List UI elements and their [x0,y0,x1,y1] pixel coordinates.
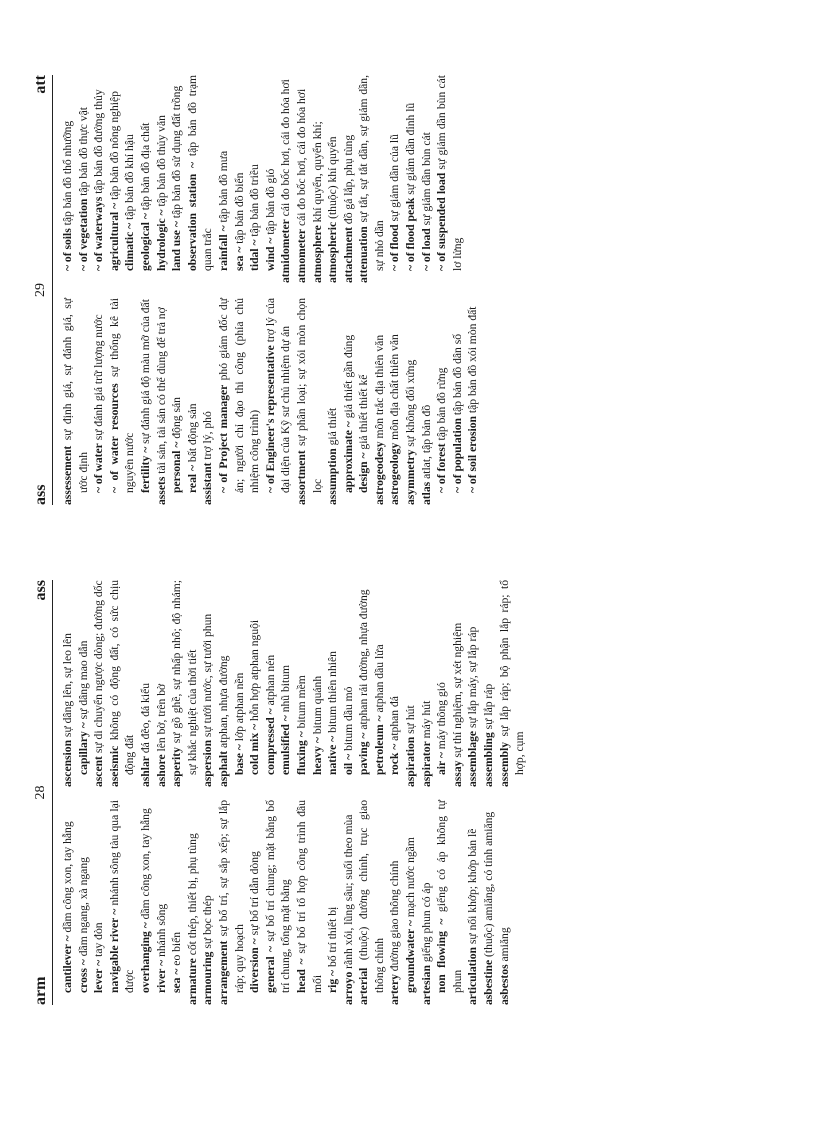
gloss: sự định giá, sự đánh giá, sự ước định [61,298,90,493]
dictionary-subentry [154,75,170,283]
gloss: atlat, tập bản đồ [419,404,433,479]
gloss: (thuộc) amiăng, có tính amiăng [482,811,496,957]
headword: assistant [201,462,215,505]
gloss: sự phân loại; sự xói mòn chọn lọc [294,297,324,493]
dictionary-subentry [325,580,341,787]
gloss: môn địa chất thiên văn [388,334,402,440]
dictionary-entry [403,298,419,505]
headword: sea ~ [170,968,184,993]
gloss: giả thiết gần đúng [341,334,355,419]
gloss: nhánh sông [154,903,168,957]
headword: ~ of load [419,228,433,271]
gloss: tập bản đồ trạm quan trắc [185,75,215,271]
gloss: tập bản đồ đường thủy [92,89,106,194]
gloss: sự giảm dần của lũ [388,134,402,222]
headword: astrogeodesy [372,441,386,505]
headword: observation station ~ [185,161,199,271]
dictionary-column [60,800,512,1005]
dictionary-entry [419,800,435,1005]
dictionary-subentry [216,75,232,283]
dictionary-subentry [169,298,185,505]
gloss: đá đẽo, đá kiểu [138,682,152,754]
dictionary-entry [216,580,232,787]
headword: overhanging ~ [138,922,152,993]
headword: articulation [466,947,480,1005]
gloss: không có động đất, có sức chịu động đất [107,580,137,775]
gloss: tập bản đồ thổ nhưỡng [61,120,74,226]
gloss: dầm ngang, xà ngang [76,857,90,957]
dictionary-subentry [450,298,466,505]
headword: approximate ~ [341,421,355,493]
dictionary-subentry [154,800,170,1005]
headword: ~ of water [92,443,106,493]
gloss: bitum dầu mỏ [341,686,355,751]
headword: native ~ [326,735,340,775]
page-number: 29 [33,283,48,297]
header-guide-word-first: ass [32,484,49,505]
gloss: sự đánh giá trữ lượng nước [92,314,106,441]
dictionary-entry [200,800,216,1005]
dictionary-entry [138,580,154,787]
gloss: sự đánh giá độ màu mỡ của đất [138,299,152,444]
dictionary-entry [356,800,387,1005]
headword: real ~ [185,464,199,493]
headword: assembling [482,732,496,787]
gloss: giếng phun có áp [419,882,433,963]
headword: rainfall ~ [216,225,230,271]
headword: compressed ~ [263,708,277,775]
dictionary-subentry [185,75,216,283]
headword: assemblage [466,730,480,787]
gloss: đường giao thông chính [388,860,402,972]
headword: ashore [154,754,168,787]
gloss: tài sản, tài sản có thể dùng để trả nợ [154,307,168,474]
gloss: sự gồ ghề, sự nhấp nhô; độ nhám; sự khắc nghiệt của thời tiết [170,580,199,775]
dictionary-entry [107,580,138,787]
gloss: tập bản đồ dân số [450,333,464,416]
headword: ~ of water resources [107,383,121,493]
gloss: máy hút [419,700,433,739]
headword: ~ of Project manager [216,384,230,493]
dictionary-entry [372,298,388,505]
dictionary-entry [387,800,403,1005]
gloss: sự bố trí, sự sắp xếp; sự lắp ráp; quy hoạch [216,800,246,993]
dictionary-subentry [169,75,185,283]
gloss: atphan dầu lửa [372,644,386,713]
dictionary-entry [465,580,481,787]
headword: arroyo [341,971,355,1005]
dictionary-entry [450,580,466,787]
gloss: mạch nước ngầm [404,837,418,918]
gloss: bitum thiên nhiên [326,651,340,733]
dictionary-subentry [232,75,248,283]
headword: design ~ [357,452,371,493]
headword: ~ of vegetation [76,198,90,271]
gloss: dầm công xon, tay hẫng [61,821,74,933]
gloss: atphan nén [263,654,277,706]
gloss: sự thống kê tài nguyên nước [107,298,137,493]
headword: asbestos [497,964,511,1005]
headword: non flowing ~ [435,918,449,993]
dictionary-entry [403,580,419,787]
gloss: tập bản đồ thủy văn [154,115,168,207]
dictionary-subentry [278,580,294,787]
headword: general ~ [263,945,277,993]
dictionary-subentry [387,580,403,787]
dictionary-subentry [263,75,279,283]
headword: oil ~ [341,753,355,775]
dictionary-entry [169,580,200,787]
dictionary-subentry [185,298,201,505]
gloss: lớp atphan nền [232,672,246,742]
gloss: sự dâng lên, sự leo lên [61,633,74,738]
headword: arrangement [216,940,230,1005]
headword: paving ~ [357,732,371,775]
headword: ascent [92,756,106,787]
headword: ~ of population [450,418,464,493]
dictionary-subentry [356,580,372,787]
dictionary-entry [465,800,481,1005]
dictionary-subentry [434,75,465,283]
gloss: tập bản đồ nông nghiệp [107,91,121,200]
dictionary-entry [60,298,91,505]
dictionary-subentry [294,580,310,787]
dictionary-column [60,75,465,283]
headword: agricultural ~ [107,202,121,271]
gloss: nhánh sông tàu qua lại được [107,800,137,993]
headword: personal ~ [170,441,184,493]
dictionary-subentry [91,298,107,505]
gloss: tập bản đồ mưa [216,150,230,223]
headword: petroleum ~ [372,715,386,775]
dictionary-subentry [387,75,403,283]
gloss: sự bố trí tổ hợp công trình đầu mối [294,800,324,993]
dictionary-subentry [76,800,92,1005]
dictionary-entry [294,75,310,283]
headword: ~ of soils [61,228,74,271]
headword: aspersion [201,739,215,787]
dictionary-entry [387,298,403,505]
gloss: sự bố trí chung; mặt bằng bố trí chung, tổng mặt bằng [263,800,293,993]
headword: cantilever ~ [61,935,74,993]
gloss: sự lắp máy, sự lắp ráp [466,626,480,729]
gloss: tập bản đồ triều [248,164,262,237]
dictionary-subentry [403,800,419,1005]
dictionary-subentry [91,75,107,283]
headword: ~ of flood [388,224,402,271]
gloss: rãnh xói, lũng sâu; suối theo mùa [341,814,355,969]
headword: attachment [341,226,355,283]
gloss: sự tưới nước, sự tưới phun [201,613,215,738]
gloss: động sản [170,397,184,439]
headword: heavy ~ [310,737,324,775]
dictionary-page-28 [0,580,816,1005]
gloss: tập bản đồ khí hậu [123,134,137,220]
headword: assay [450,760,464,787]
gloss: đồ gá lắp, phụ tùng [341,134,355,225]
gloss: (thuộc) khí quyển [326,136,340,219]
dictionary-entry [216,800,247,1005]
headword: atmosphere [310,225,324,283]
headword: artesian [419,965,433,1005]
dictionary-page-29 [0,75,816,505]
dictionary-subentry [138,800,154,1005]
headword: head ~ [294,958,308,993]
headword: ~ of Engineer's representative [263,345,277,493]
headword: tidal ~ [248,239,262,271]
gloss: bất động sản [185,403,199,463]
headword: river ~ [154,959,168,993]
headword: atmidometer [279,219,293,283]
gloss: bố trí thiết bị [326,906,340,967]
dictionary-subentry [403,75,419,283]
gloss: giếng có áp không tự phun [435,800,464,993]
headword: assortment [294,450,308,505]
gloss: sự lắp ráp [482,683,496,730]
gloss: tập bản đồ gió [263,168,277,235]
gloss: sự nối khớp; khớp bản lề [466,828,480,945]
headword: lever ~ [92,959,106,993]
headword: artery [388,974,402,1005]
header-guide-word-first: arm [32,976,49,1005]
gloss: tập bản đồ xói mòn đất [466,306,480,414]
dictionary-column [60,298,481,505]
headword: ~ of flood peak [404,197,418,271]
dictionary-entry [91,580,107,787]
dictionary-entry [497,800,513,1005]
headword: cold mix ~ [248,723,262,775]
gloss: sự giảm dần bùn cát lơ lửng [435,75,464,271]
gloss: atphan rải đường, nhựa đường [357,589,371,730]
dictionary-entry [278,75,294,283]
headword: aseismic [107,745,121,787]
headword: groundwater ~ [404,920,418,993]
dictionary-subentry [138,298,154,505]
dictionary-subentry [91,800,107,1005]
headword: aspiration [404,736,418,787]
dictionary-subentry [341,580,357,787]
dictionary-entry [325,298,341,505]
gloss: nhũ bitum [279,664,293,713]
page-number: 28 [33,785,48,800]
headword: climatic ~ [123,222,137,271]
gloss: trợ lý, phó [201,411,215,460]
headword: assembly [497,741,511,787]
headword: ashlar [138,756,152,787]
headword: base ~ [232,744,246,775]
gloss: sự giảm dần bùn cát [419,132,433,226]
gloss: phó giám đốc dự án; người chỉ đạo thi công (phía chủ nhiệm công trình) [216,298,262,493]
dictionary-entry [325,75,341,283]
headword: armature [185,958,199,1005]
page-header [30,75,53,505]
gloss: sự tắt, sự tắt dần, sự giảm dần, sự nhỏ dần [357,75,386,271]
gloss: hỗn hợp atphan nguội [248,619,262,721]
headword: hydrologic ~ [154,209,168,271]
headword: land use ~ [170,221,184,271]
gloss: sự thí nghiệm, sự xét nghiệm [450,622,464,758]
gloss: cái đo bốc hơi, cái đo hóa hơi [279,79,293,217]
dictionary-entry [341,800,357,1005]
dictionary-subentry [169,800,185,1005]
page-header [30,580,53,1005]
headword: ~ of suspended load [435,172,449,271]
dictionary-subentry [263,298,294,505]
headword: assumption [326,448,340,505]
header-guide-word-last: att [32,75,49,94]
headword: air ~ [435,752,449,775]
dictionary-subentry [60,800,76,1005]
headword: ~ of waterways [92,196,106,271]
headword: atmometer [294,228,308,283]
dictionary-entry [419,298,435,505]
dictionary-entry [341,75,357,283]
headword: attenuation [357,226,371,283]
gloss: lên bờ, trên bờ [154,683,168,752]
headword: ~ of soil erosion [466,416,480,493]
dictionary-subentry [419,75,435,283]
dictionary-subentry [60,75,76,283]
dictionary-entry [154,580,170,787]
dictionary-subentry [247,75,263,283]
dictionary-entry [200,580,216,787]
headword: diversion ~ [248,938,262,993]
headword: atmospheric [326,221,340,283]
dictionary-subentry [107,800,138,1005]
dictionary-entry [497,580,528,787]
headword: rock ~ [388,743,402,775]
gloss: sự bố trí dẫn dòng [248,851,262,936]
gloss: trợ lý của đại diện của Kỹ sư chủ nhiệm dự án [263,298,293,493]
headword: sea ~ [232,246,246,271]
headword: aspirator [419,741,433,787]
gloss: tay đòn [92,922,106,957]
gloss: tập bản đồ thực vật [76,107,90,196]
dictionary-subentry [434,800,465,1005]
headword: cross ~ [76,959,90,993]
dictionary-subentry [341,298,357,505]
headword: atlas [419,481,433,505]
dictionary-subentry [232,580,248,787]
dictionary-subentry [356,298,372,505]
gloss: eo biển [170,931,184,966]
headword: asymmetry [404,449,418,505]
dictionary-subentry [263,580,279,787]
headword: arterial [357,967,371,1005]
dictionary-subentry [76,580,92,787]
dictionary-subentry [247,580,263,787]
gloss: môn trắc địa thiên văn [372,334,386,439]
headword: asperity [170,747,184,787]
gloss: tập bản đồ biển [232,172,246,244]
gloss: atphan đá [388,696,402,741]
gloss: bitum quánh [310,675,324,735]
gloss: dầm công xon, tay hẫng [138,808,152,920]
dictionary-subentry [76,75,92,283]
gloss: bitum mềm [294,675,308,729]
dictionary-entry [356,75,387,283]
headword: emulsified ~ [279,715,293,775]
headword: navigable river ~ [107,908,121,993]
headword: assessement [61,445,74,505]
gloss: (thuộc) đường chính, trục giao thông chính [357,800,386,993]
gloss: giả thiết thiết kế [357,374,371,450]
dictionary-entry [294,298,325,505]
gloss: tập bản đồ địa chất [138,122,152,211]
headword: armouring [201,951,215,1005]
headword: asphalt [216,750,230,787]
dictionary-subentry [138,75,154,283]
dictionary-subentry [310,580,326,787]
dictionary-entry [185,800,201,1005]
dictionary-subentry [263,800,294,1005]
headword: rig ~ [326,969,340,993]
dictionary-subentry [122,75,138,283]
gloss: tập bản đồ rừng [435,367,449,441]
gloss: máy thông gió [435,682,449,750]
dictionary-subentry [107,75,123,283]
dictionary-subentry [325,800,341,1005]
gloss: cốt thép, thiết bị, phụ tùng [185,833,199,956]
gloss: amiăng [497,927,511,962]
dictionary-subentry [216,298,263,505]
headword: fertility ~ [138,446,152,493]
dictionary-subentry [434,298,450,505]
gloss: sự lắp ráp; bộ phận lắp ráp; tổ hợp, cụm [497,580,527,775]
dictionary-subentry [247,800,263,1005]
gloss: sự bọc thép [201,895,215,949]
header-guide-word-last: ass [32,580,49,601]
dictionary-subentry [465,298,481,505]
gloss: tập bản đồ sử dụng đất trồng [170,85,184,219]
gloss: sự hút [404,705,418,734]
headword: capillary ~ [76,722,90,775]
headword: asbestine [482,959,496,1005]
dictionary-entry [419,580,435,787]
dictionary-subentry [294,800,325,1005]
gloss: sự dâng mao dẫn [76,640,90,720]
dictionary-subentry [372,580,388,787]
headword: assets [154,476,168,505]
dictionary-entry [481,580,497,787]
gloss: cái đo bốc hơi, cái đo hóa hơi [294,88,308,227]
dictionary-subentry [107,298,138,505]
dictionary-entry [154,298,170,505]
gloss: giả thiết [326,407,340,446]
dictionary-entry [60,580,76,787]
dictionary-column [60,580,528,787]
gloss: atphan, nhựa đường [216,655,230,748]
dictionary-entry [200,298,216,505]
gloss: sự giảm dần đỉnh lũ [404,102,418,195]
dictionary-entry [481,800,497,1005]
gloss: sự di chuyển ngược dòng; đường dốc [92,580,106,754]
dictionary-subentry [434,580,450,787]
headword: geological ~ [138,213,152,271]
gloss: sự không đối xứng [404,359,418,447]
headword: astrogeology [388,442,402,505]
gloss: khí quyển, quyển khí; [310,121,324,223]
headword: fluxing ~ [294,731,308,775]
headword: ~ of forest [435,443,449,493]
headword: ascension [61,739,74,787]
headword: wind ~ [263,237,277,271]
dictionary-entry [310,75,326,283]
